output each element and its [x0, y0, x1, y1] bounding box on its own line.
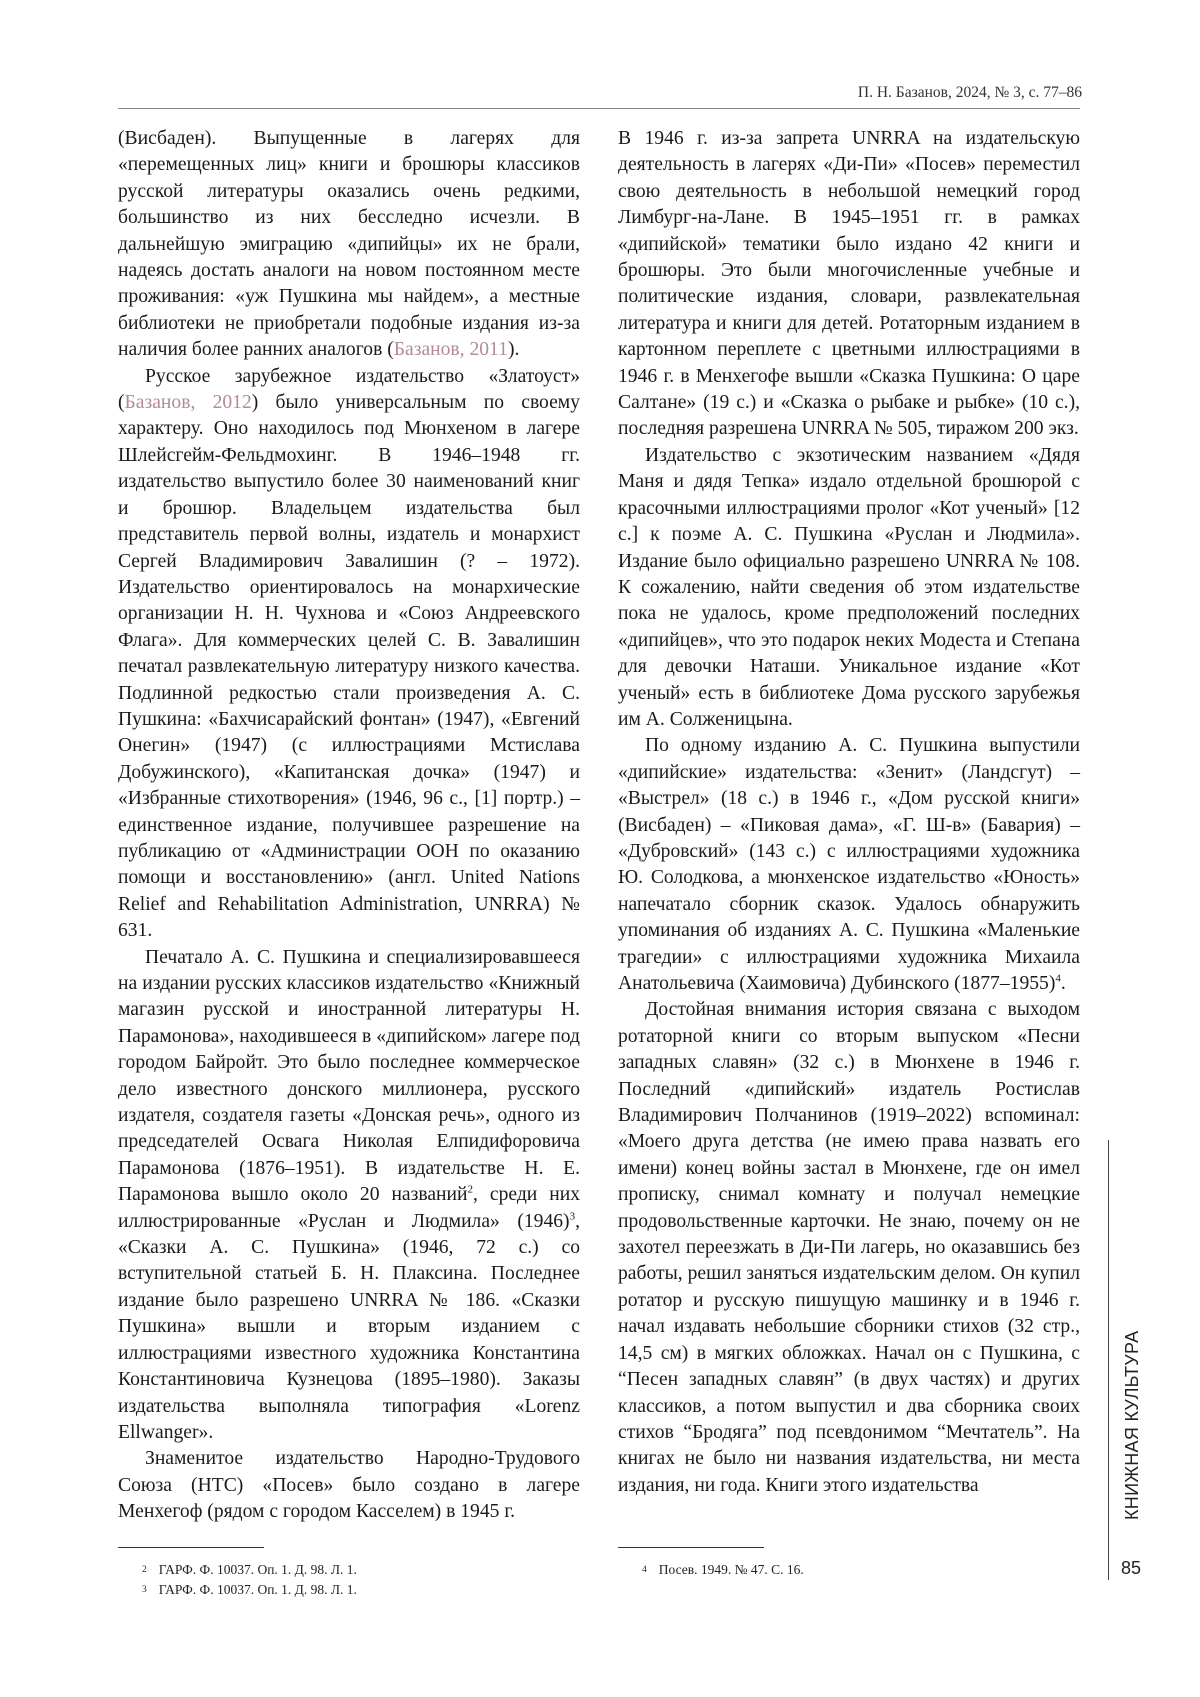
paragraph-text: Русское зарубежное издательство «Златоуст» ( [118, 365, 580, 414]
footnote-marker[interactable]: 3 [569, 1210, 576, 1223]
footnote-number: 2 [142, 1565, 147, 1575]
paragraph-text: , «Сказки А. С. Пушкина» (1946, 72 с.) со вступительной статьей Б. Н. Плаксина. Последнее издание было разрешено UNRRA № 186. «Сказки Пушкина» вышли и вторым изданием с иллюстрациями известного художника Константина Константиновича Кузнецова (1895–1980). Заказы издательства выполняла типография «Lorenz Ellwanger». [118, 1210, 580, 1443]
footnotes-left [142, 1560, 357, 1600]
paragraph-text: ) было универсальным по своему характеру. Оно находилось под Мюнхеном в лагере Шлейсгейм-Фельдмохинг. В 1946–1948 гг. издательство выпустило более 30 наименований книг и брошюр. Владельцем издательства был представитель первой волны, издатель и монархист Сергей Владимирович Завалишин (? – 1972). Издательство ориентировалось на монархические организации Н. Н. Чухнова и «Союз Андреевского Флага». Для коммерческих целей С. В. Завалишин печатал развлекательную литературу низкого качества. Подлинной редкостью стали произведения А. С. Пушкина: «Бахчисарайский фонтан» (1947), «Евгений Онегин» (1947) (с иллюстрациями Мстислава Добужинского), «Капитанская дочка» (1947) и «Избранные стихотворения» (1946, 96 с., [1] портр.) – единственное издание, получившее разрешение на публикацию от «Администрации ООН по оказанию помощи и восстановлению» (англ. United Nations Relief and Rehabilitation Administration, UNRRA) № 631. [118, 392, 580, 942]
footnote-item [642, 1560, 804, 1580]
paragraph-text: Издательство с экзотическим названием «Дядя Маня и дядя Тепка» издало отдельной брошюрой с красочными иллюстрациями пролог «Кот ученый» [12 с.] к поэме А. С. Пушкина «Руслан и Людмила». Издание было официально разрешено UNRRA № 108. К сожалению, найти сведения об этом издательстве пока не удалось, кроме предположений последних «дипийцев», что это подарок неких Модеста и Степана для девочки Наташи. Уникальное издание «Кот ученый» есть в библиотеке Дома русского зарубежья им А. Солженицына. [618, 444, 1080, 730]
page-number: 85 [1121, 1558, 1142, 1578]
paragraph-text: Печатало А. С. Пушкина и специализировавшееся на издании русских классиков издательство «Книжный магазин русской и иностранной литературы Н. Парамонова», находившееся в «дипийском» лагере под городом Байройт. Это было последнее коммерческое дело известного донского миллионера, русского издателя, создателя газеты «Донская речь», одного из председателей Освага Николая Елпидифоровича Парамонова (1876–1951). В издательстве Н. Е. Парамонова вышло около 20 названий [118, 946, 580, 1206]
left-paragraph-4 [118, 1446, 580, 1525]
right-paragraph-4 [618, 997, 1080, 1499]
paragraph-text: . [1060, 973, 1066, 994]
paragraph-text: Достойная внимания история связана с выходом ротаторной книги со вторым выпуском «Песни западных славян» (32 с.) в Мюнхене в 1946 г. Последний «дипийский» издатель Ростислав Владимирович Полчанинов (1919–2022) вспоминал: «Моего друга детства (не имею права назвать его имени) конец войны застал в Мюнхене, где он имел прописку, снимал комнату и получал немецкие продовольственные карточки. Не знаю, почему он не захотел переезжать в Ди-Пи лагерь, но оказавшись без работы, решил заняться издательским делом. Он купил ротатор и русскую пишущую машинку и в 1946 г. начал издавать небольшие сборники стихов (32 стр., 14,5 см) в мягких обложках. Начал он с Пушкина, с “Песен западных славян” (в двух частях) и других классиков, а потом выпустил и два сборника своих стихов “Бродяга” под псевдонимом “Мечтатель”. На книгах не было ни названия издательства, ни места издания, ни года. Книги этого издательства [618, 999, 1080, 1496]
left-paragraph-3 [118, 945, 580, 1447]
footnote-item [142, 1580, 357, 1600]
footnote-marker[interactable]: 4 [1055, 972, 1061, 985]
footnote-number: 4 [642, 1565, 647, 1575]
footnote-marker[interactable]: 2 [467, 1183, 474, 1196]
header-rule [118, 108, 1080, 109]
left-paragraph-2 [118, 364, 580, 945]
right-paragraph-3 [618, 733, 1080, 997]
paragraph-text: , среди них иллюстрированные «Руслан и Людмила» (1946) [118, 1184, 581, 1232]
footnote-text: ГАРФ. Ф. 10037. Оп. 1. Д. 98. Л. 1. [158, 1582, 357, 1597]
footnotes-right [642, 1560, 804, 1580]
paragraph-text: ). [507, 339, 520, 361]
citation-link[interactable]: Базанов, 2011 [393, 339, 508, 361]
section-label: КНИЖНАЯ КУЛЬТУРА [1122, 1330, 1142, 1520]
footnote-number: 3 [142, 1585, 147, 1595]
left-paragraph-1 [118, 126, 580, 364]
right-paragraph-1 [618, 126, 1080, 443]
footnote-item [142, 1560, 357, 1580]
paragraph-text: В 1946 г. из-за запрета UNRRA на издательскую деятельность в лагерях «Ди-Пи» «Посев» переместил свою деятельность в небольшой немецкий город Лимбург-на-Лане. В 1945–1951 гг. в рамках «дипийской» тематики было издано 42 книги и брошюры. Это были многочисленные учебные и политические издания, словари, развлекательная литература и книги для детей. Ротаторным изданием в картонном переплете с цветными иллюстрациями в 1946 г. в Менхегофе вышли «Сказка Пушкина: О царе Салтане» (19 с.) и «Сказка о рыбаке и рыбке» (10 с.), последняя разрешена UNRRA № 505, тиражом 200 экз. [618, 128, 1080, 440]
right-paragraph-2 [618, 443, 1080, 733]
footnote-rule-right [618, 1547, 764, 1548]
side-rule [1108, 1140, 1109, 1580]
citation-link[interactable]: Базанов, 2012 [124, 392, 252, 414]
footnote-rule-left [118, 1547, 264, 1548]
running-header: П. Н. Базанов, 2024, № 3, с. 77–86 [857, 84, 1082, 101]
paragraph-text: (Висбаден). Выпущенные в лагерях для «перемещенных лиц» книги и брошюры классиков русской литературы оказались очень редкими, большинство из них бесследно исчезли. В дальнейшую эмиграцию «дипийцы» их не брали, надеясь достать аналоги на новом постоянном месте проживания: «уж Пушкина мы найдем», а местные библиотеки не приобретали подобные издания из-за наличия более ранних аналогов ( [118, 128, 580, 361]
footnote-text: ГАРФ. Ф. 10037. Оп. 1. Д. 98. Л. 1. [158, 1562, 357, 1577]
paragraph-text: По одному изданию А. С. Пушкина выпустили «дипийские» издательства: «Зенит» (Ландсгут) – «Выстрел» (18 с.) в 1946 г., «Дом русской книги» (Висбаден) – «Пиковая дама», «Г. Ш-в» (Бавария) – «Дубровский» (143 с.) с иллюстрациями художника Ю. Солодкова, а мюнхенское издательство «Юность» напечатало сборник сказок. Удалось обнаружить упоминания об изданиях А. С. Пушкина «Маленькие трагедии» с иллюстрациями художника Михаила Анатольевича (Хаимовича) Дубинского (1877–1955) [618, 735, 1080, 994]
paragraph-text: Знаменитое издательство Народно-Трудового Союза (НТС) «Посев» было создано в лагере Менхегоф (рядом с городом Касселем) в 1945 г. [118, 1448, 580, 1523]
footnote-text: Посев. 1949. № 47. С. 16. [658, 1562, 804, 1577]
left-column [118, 126, 580, 1526]
right-column [618, 126, 1080, 1499]
